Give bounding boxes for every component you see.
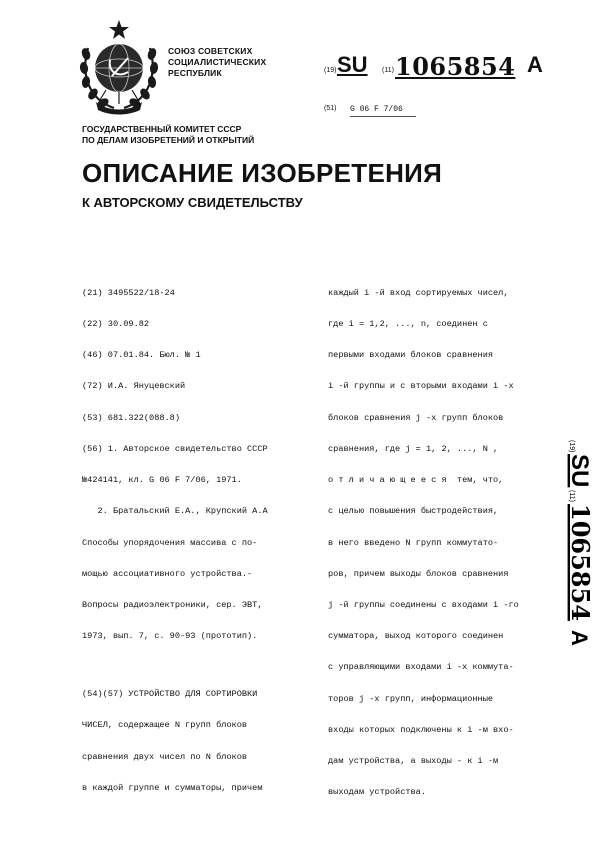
- biblio-line: (46) 07.01.84. Бюл. № 1: [82, 350, 201, 361]
- claim-line: о т л и ч а ю щ е е с я тем, что,: [328, 475, 504, 486]
- claim-line: с управляющими входами i -х коммута-: [328, 662, 514, 673]
- ussr-emblem: [76, 18, 162, 116]
- claim-line: входы которых подключены к i -м вхо-: [328, 724, 514, 735]
- right-column: [328, 267, 558, 808]
- claim-line: в каждой группе и сумматоры, причем: [82, 782, 263, 793]
- claim-line: i -й группы и с вторыми входами i -х: [328, 381, 514, 392]
- vertical-code-11: (11): [568, 490, 575, 502]
- ipc-classification: G 06 F 7/06: [350, 105, 403, 114]
- document-title: ОПИСАНИЕ ИЗОБРЕТЕНИЯ: [82, 158, 443, 188]
- committee-line: ПО ДЕЛАМ ИЗОБРЕТЕНИЙ И ОТКРЫТИЙ: [82, 135, 255, 145]
- inid-code-11: (11): [382, 67, 394, 74]
- biblio-line: Вопросы радиоэлектроники, сер. ЭВТ,: [82, 600, 263, 610]
- biblio-line: №424141, кл. G 06 F 7/06, 1971.: [82, 475, 242, 486]
- claim-line: где i = 1,2, ..., n, соединен с: [328, 319, 488, 330]
- claim-line: каждый i -й вход сортируемых чисел,: [328, 287, 509, 298]
- claim-line: дам устройства, а выходы - к i -м: [328, 756, 499, 767]
- vertical-country: SU: [566, 454, 593, 488]
- patent-number: 1065854: [395, 52, 516, 81]
- biblio-line: (53) 681.322(088.8): [82, 412, 180, 423]
- claim-line: выходам устройства.: [328, 787, 426, 798]
- committee-name: [82, 124, 254, 146]
- biblio-line: (21) 3495522/18-24: [82, 287, 175, 298]
- document-subtitle: К АВТОРСКОМУ СВИДЕТЕЛЬСТВУ: [82, 195, 303, 210]
- biblio-line: мощью ассоциативного устройства.-: [82, 568, 253, 579]
- union-line: РЕСПУБЛИК: [168, 68, 222, 78]
- union-name: [168, 46, 266, 79]
- claim-line: первыми входами блоков сравнения: [328, 350, 494, 361]
- document-kind: A: [527, 52, 543, 77]
- vertical-number: 1065854: [566, 504, 595, 621]
- biblio-line: 1973, вып. 7, с. 90-93 (прототип).: [82, 631, 258, 642]
- claim-line: блоков сравнения j -х групп блоков: [328, 412, 504, 423]
- vertical-code-19: (19): [568, 440, 575, 453]
- biblio-line: 2. Братальский Е.А., Крупский А.А: [82, 506, 268, 517]
- committee-line: ГОСУДАРСТВЕННЫЙ КОМИТЕТ СССР: [82, 124, 242, 134]
- claim-line: (54)(57) УСТРОЙСТВО ДЛЯ СОРТИРОВКИ: [82, 689, 258, 700]
- left-column: [82, 267, 307, 804]
- claim-line: сравнения, где j = 1, 2, ..., N ,: [328, 443, 499, 454]
- claim-line: сумматора, выход которого соединен: [328, 631, 504, 642]
- biblio-line: (72) И.А. Януцевский: [82, 381, 186, 392]
- claim-line: j -й группы соединены с входами i -го: [328, 600, 519, 610]
- claim-line: торов j -х групп, информационные: [328, 693, 494, 704]
- biblio-line: Способы упорядочения массива с по-: [82, 537, 258, 548]
- vertical-kind: A: [567, 630, 592, 646]
- union-line: СОЮЗ СОВЕТСКИХ: [168, 46, 253, 56]
- biblio-line: (56) 1. Авторское свидетельство СССР: [82, 443, 268, 454]
- inid-code-19: (19): [324, 67, 337, 74]
- union-line: СОЦИАЛИСТИЧЕСКИХ: [168, 57, 267, 67]
- divider: [350, 116, 416, 117]
- inid-code-51: (51): [324, 105, 337, 112]
- biblio-line: (22) 30.09.82: [82, 319, 150, 330]
- claim-line: в него введено N групп коммутато-: [328, 537, 499, 548]
- claim-line: сравнения двух чисел по N блоков: [82, 751, 248, 762]
- vertical-patent-number: [542, 440, 595, 670]
- claim-line: с целью повышения быстродействия,: [328, 506, 499, 517]
- claim-line: ров, причем выходы блоков сравнения: [328, 568, 509, 579]
- country-code: SU: [337, 52, 368, 77]
- claim-line: ЧИСЕЛ, содержащее N групп блоков: [82, 720, 248, 731]
